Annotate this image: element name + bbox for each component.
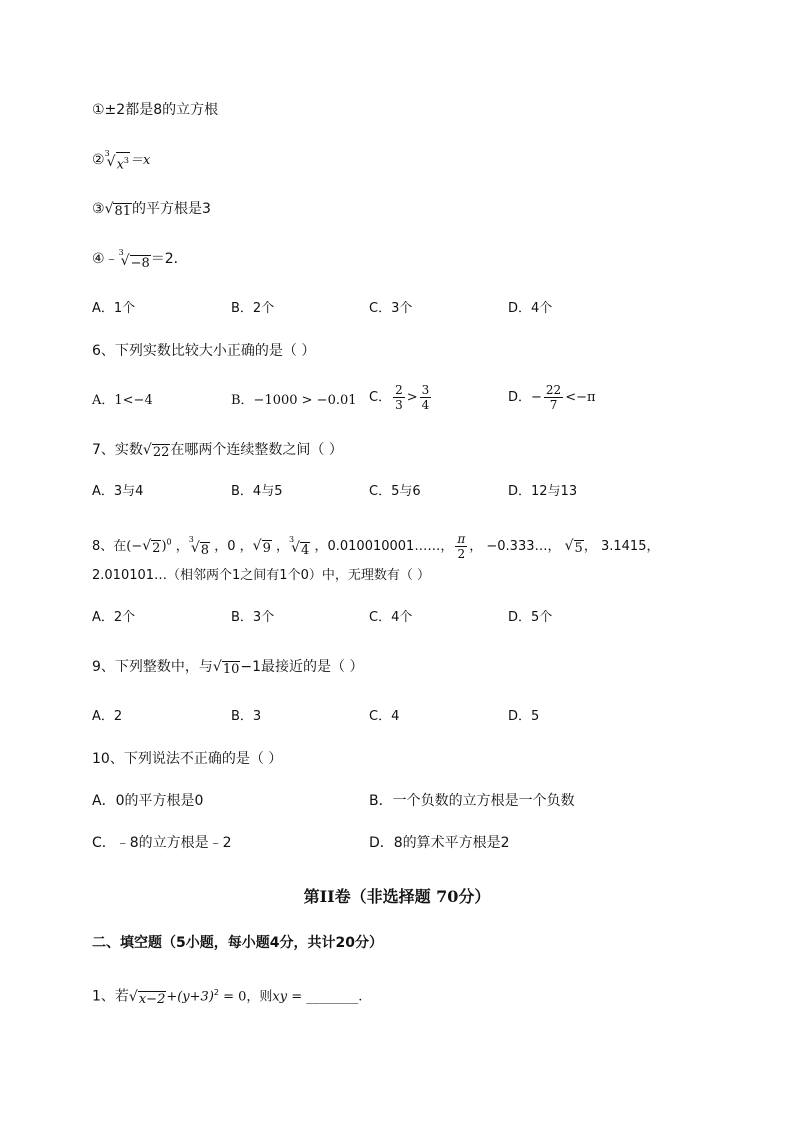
radicand: 5 xyxy=(574,541,583,556)
numerator: 2 xyxy=(395,383,403,397)
exponent: 2 xyxy=(213,988,219,997)
root-index: 3 xyxy=(188,535,194,544)
sqrt-22: √ 22 xyxy=(142,442,170,460)
q10-option-b: B．一个负数的立方根是一个负数 xyxy=(369,793,575,809)
statement-4 xyxy=(92,249,188,271)
q6-stem: 6、下列实数比较大小正确的是（ ） xyxy=(92,343,316,359)
q9-option-a: A．2 xyxy=(92,709,123,724)
q5-option-b: B．2个 xyxy=(231,301,275,316)
numerator: 22 xyxy=(545,383,562,397)
q8-option-b: B．3个 xyxy=(231,610,275,625)
separator: ， xyxy=(276,539,290,554)
denominator: 3 xyxy=(395,398,403,412)
root-index: 3 xyxy=(289,535,295,544)
q7-stem xyxy=(92,440,343,460)
fraction-3-4 xyxy=(420,383,432,412)
option-label: C． xyxy=(369,390,392,405)
q10-option-d: D．8的算术平方根是2 xyxy=(369,835,510,851)
separator: ， xyxy=(583,539,597,554)
root-index: 3 xyxy=(118,248,124,257)
q5-option-a: A．1个 xyxy=(92,301,136,316)
radicand: 4 xyxy=(301,543,310,558)
statement-4-rest: ＝2． xyxy=(150,251,188,267)
q9-prefix: 9、下列整数中，与 xyxy=(92,659,213,675)
statement-1-text: ①±2都是8的立方根 xyxy=(92,102,219,118)
denominator: 2 xyxy=(457,547,466,561)
separator: ， xyxy=(314,539,328,554)
radicand: 8 xyxy=(200,543,210,558)
fraction-2-3 xyxy=(393,383,405,412)
q7-suffix: 在哪两个连续整数之间（ ） xyxy=(170,442,343,458)
sqrt-5: √ 5 xyxy=(564,538,583,556)
statement-3 xyxy=(92,199,211,219)
radicand: −8 xyxy=(130,256,150,271)
section-title: 第II卷（非选择题 70分） xyxy=(303,887,491,906)
sqrt-81: √ 81 xyxy=(104,201,132,219)
decimal-3-1415: 3.1415， xyxy=(600,539,660,554)
sqrt-10: √ 10 xyxy=(212,659,240,677)
fill-question-1 xyxy=(92,983,362,1008)
cube-root-neg8: 3 √ −8 xyxy=(119,251,151,271)
separator: ， xyxy=(214,539,228,554)
radicand: 9 xyxy=(262,541,271,556)
sqrt-9: √ 9 xyxy=(252,538,271,556)
q8-stem-line2: 2.010101…（相邻两个1之间有1个0）中，无理数有（ ） xyxy=(92,568,430,583)
denominator: 4 xyxy=(421,398,430,412)
fill-in-heading: 二、填空题（5小题，每小题4分，共计20分） xyxy=(92,935,383,951)
statement-2-rhs: ＝x xyxy=(130,153,151,168)
q5-option-d: D．4个 xyxy=(508,301,553,316)
fill1-mid: +(y+3) xyxy=(166,989,214,1005)
cube-root-4: 3 √ 4 xyxy=(289,538,310,558)
operator: > xyxy=(406,390,418,405)
q6-option-c xyxy=(369,383,433,412)
q6-option-a: A．1<−4 xyxy=(92,393,153,408)
q9-option-d: D．5 xyxy=(508,709,540,724)
q8-stem-line1 xyxy=(92,532,659,561)
q9-stem xyxy=(92,657,363,677)
fill1-var: xy xyxy=(272,989,288,1005)
exponent: 0 xyxy=(166,537,172,547)
numerator: 3 xyxy=(421,383,430,397)
statement-2 xyxy=(92,150,150,172)
q9-suffix: −1最接近的是（ ） xyxy=(240,659,364,675)
paren-open: (− xyxy=(126,539,143,554)
q8-option-a: A．2个 xyxy=(92,610,136,625)
fraction-pi-2 xyxy=(455,532,467,561)
separator: ， xyxy=(239,539,253,554)
answer-blank[interactable]: = ________. xyxy=(287,989,363,1005)
sqrt-x-minus-2: √ x−2 xyxy=(128,988,166,1007)
separator: ， xyxy=(469,539,483,554)
q8-prefix: 8、在 xyxy=(92,539,127,554)
q8-option-d: D．5个 xyxy=(508,610,553,625)
q7-option-d: D．12与13 xyxy=(508,484,578,499)
fill1-suffix: = 0，则 xyxy=(218,989,273,1005)
radicand: 2 xyxy=(152,541,161,556)
q7-prefix: 7、实数 xyxy=(92,442,143,458)
root-index: 3 xyxy=(104,149,110,158)
q6-option-d xyxy=(508,383,596,412)
statement-3-label: ③ xyxy=(92,201,105,217)
q10-option-c: C．﹣8的立方根是﹣2 xyxy=(92,835,232,851)
radicand: x xyxy=(116,157,124,172)
statement-1 xyxy=(92,100,218,120)
exponent: 3 xyxy=(123,155,130,165)
option-rest: <−π xyxy=(565,390,596,405)
zero: 0 xyxy=(227,539,236,554)
radicand: 10 xyxy=(222,662,240,677)
q5-option-c: C．3个 xyxy=(369,301,413,316)
statement-4-label: ④﹣ xyxy=(92,251,119,267)
paren-close: ) xyxy=(161,539,167,554)
fraction-22-7 xyxy=(544,383,563,412)
q10-stem: 10、下列说法不正确的是（ ） xyxy=(92,751,283,767)
cube-root-x3: 3 √ $x^3$ xyxy=(105,152,130,172)
radicand: 81 xyxy=(114,204,132,219)
neg-repeating: −0.333…， xyxy=(486,539,561,554)
option-label: D．− xyxy=(508,390,542,405)
q7-option-a: A．3与4 xyxy=(92,484,144,499)
q9-option-c: C．4 xyxy=(369,709,400,724)
q10-option-a: A．0的平方根是0 xyxy=(92,793,204,809)
q7-option-b: B．4与5 xyxy=(231,484,283,499)
radicand: x−2 xyxy=(138,991,166,1007)
numerator: π xyxy=(457,532,466,546)
radicand: 22 xyxy=(152,445,170,460)
separator: ， xyxy=(175,539,189,554)
statement-2-label: ② xyxy=(92,152,105,168)
sqrt-2: √ 2 xyxy=(142,538,161,556)
statement-3-rest: 的平方根是3 xyxy=(132,201,211,217)
cube-root-8: 3 √ 8 xyxy=(189,538,210,558)
repeating-decimal: 0.010010001……， xyxy=(327,539,454,554)
denominator: 7 xyxy=(549,398,558,412)
q8-option-c: C．4个 xyxy=(369,610,413,625)
q7-option-c: C．5与6 xyxy=(369,484,421,499)
q6-option-b: B．−1000 > −0.01 xyxy=(231,393,357,408)
q9-option-b: B．3 xyxy=(231,709,262,724)
fill1-prefix: 1、若 xyxy=(92,988,129,1005)
